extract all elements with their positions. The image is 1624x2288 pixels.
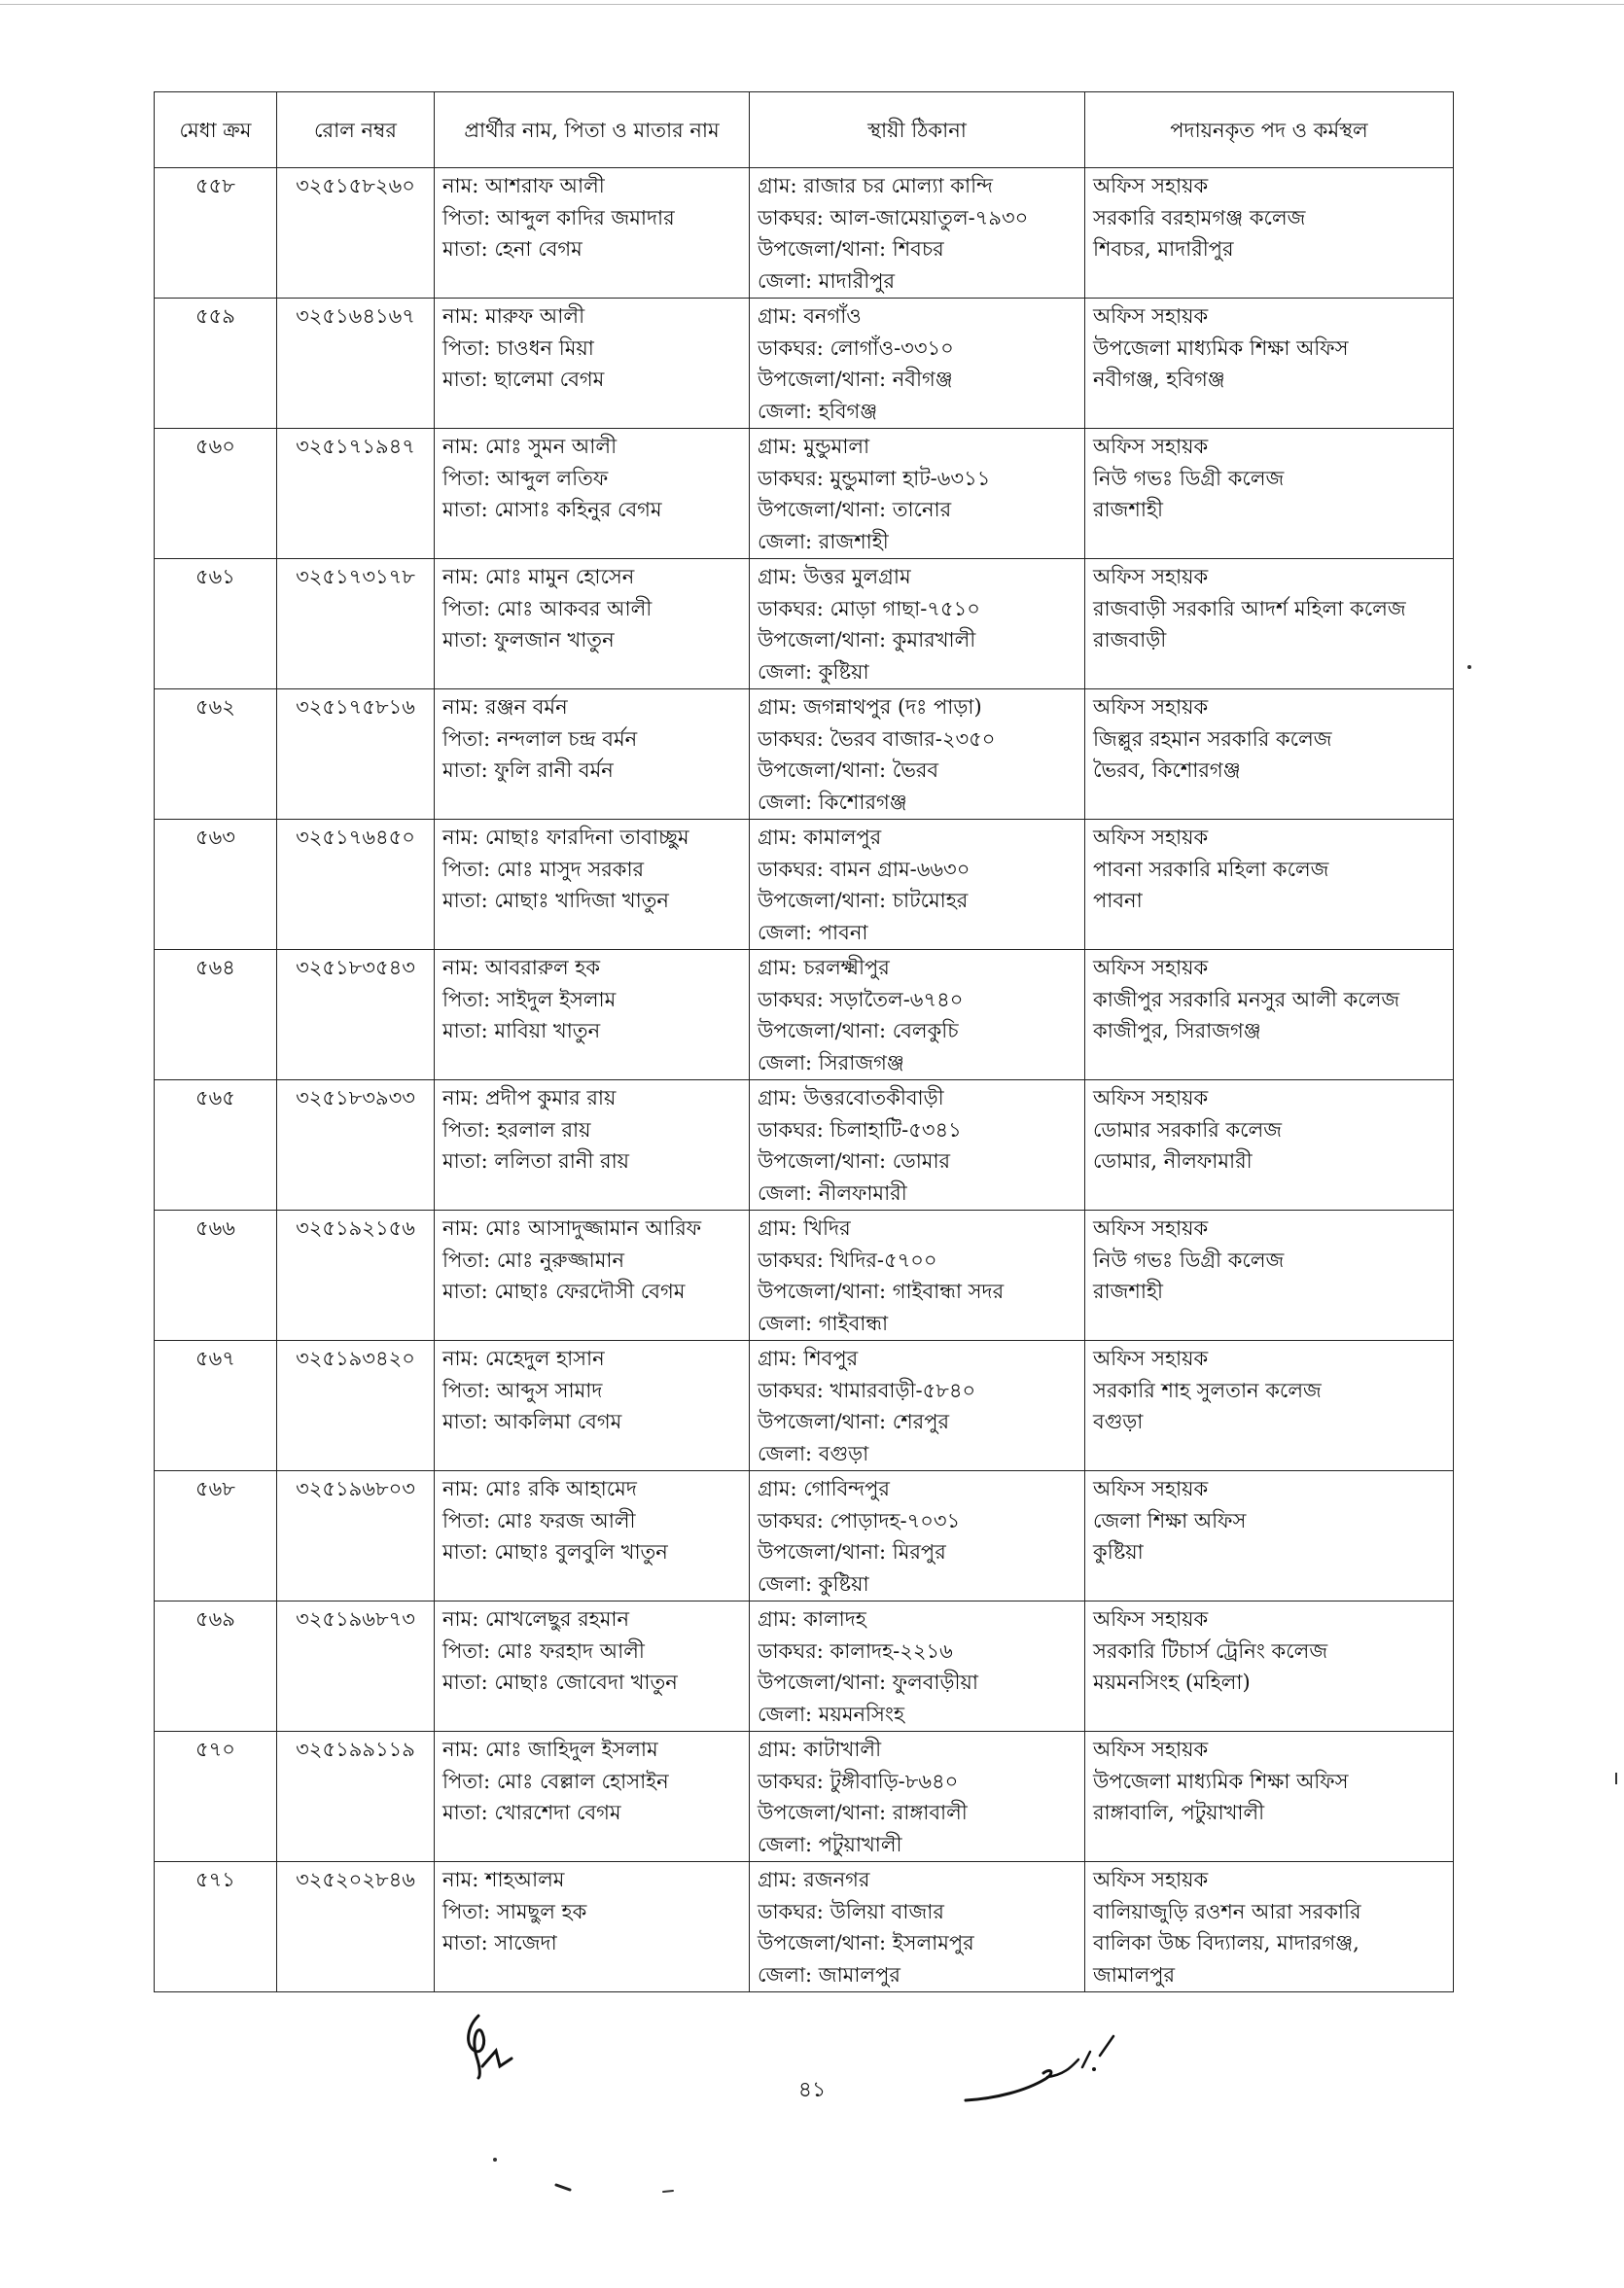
cell-merit [155,299,277,429]
posting-line: কাজীপুর, সিরাজগঞ্জ [1093,1019,1261,1042]
posting-line: অফিস সহায়ক [1093,304,1209,328]
ink-mark-icon [661,2188,677,2196]
name-line: পিতা: মোঃ আকবর আলী [442,596,653,620]
roll-value: ৩২৫১৭১৯৪৭ [296,435,415,458]
merit-value: ৫৭০ [195,1738,235,1761]
posting-line: রাজবাড়ী সরকারি আদর্শ মহিলা কলেজ [1093,596,1406,620]
name-line: পিতা: আব্দুস সামাদ [442,1378,603,1402]
name-line: মাতা: মোছাঃ ফেরদৌসী বেগম [442,1280,686,1303]
cell-name [435,950,750,1080]
address-line: উপজেলা/থানা: তানোর [758,498,952,521]
merit-value: ৫৬০ [195,435,235,458]
table-row [155,689,1454,820]
cell-address [750,168,1085,299]
address-line: জেলা: সিরাজগঞ্জ [758,1050,904,1074]
cell-merit [155,950,277,1080]
posting-line: পাবনা [1093,889,1143,912]
cell-address [750,950,1085,1080]
header-roll-label: রোল নম্বর [314,118,397,142]
cell-roll [277,299,435,429]
name-line: নাম: মোঃ রকি আহামেদ [442,1477,637,1500]
name-line: নাম: আশরাফ আলী [442,174,605,197]
address-line: জেলা: কুষ্টিয়া [758,1571,869,1596]
roll-value: ৩২৫১৯২১৫৬ [296,1216,415,1240]
cell-name [435,299,750,429]
address-line: উপজেলা/থানা: গাইবান্ধা সদর [758,1280,1005,1303]
merit-value: ৫৬১ [195,565,235,588]
address-line: জেলা: পাবনা [758,920,868,944]
name-line: নাম: প্রদীপ কুমার রায় [442,1086,617,1109]
name-line: পিতা: মোঃ ফরজ আলী [442,1508,636,1532]
address-line: গ্রাম: রাজার চর মোল্যা কান্দি [758,174,993,197]
table-row [155,559,1454,689]
name-line: পিতা: হরলাল রায় [442,1117,591,1142]
address-line: গ্রাম: উত্তরবোতকীবাড়ী [758,1086,944,1109]
cell-posting [1085,950,1454,1080]
cell-merit [155,689,277,820]
cell-name [435,1211,750,1341]
address-line: গ্রাম: কামালপুর [758,826,882,849]
cell-name [435,429,750,559]
cell-posting [1085,559,1454,689]
address-line: ডাকঘর: উলিয়া বাজার [758,1899,944,1923]
table-row [155,1211,1454,1341]
header-merit-label: মেধা ক্রম [179,118,252,142]
posting-line: ময়মনসিংহ (মহিলা) [1093,1671,1251,1694]
address-line: গ্রাম: রজনগর [758,1868,870,1891]
header-merit [155,92,277,168]
roll-value: ৩২৫২০২৮৪৬ [296,1868,415,1891]
roll-value: ৩২৫১৯৬৮৭৩ [296,1607,415,1631]
ink-dot-icon [492,2157,498,2163]
posting-line: সরকারি বরহামগঞ্জ কলেজ [1093,205,1306,229]
merit-value: ৫৬৭ [195,1347,235,1370]
name-line: নাম: মোখলেছুর রহমান [442,1607,630,1631]
signature-left-icon [457,2008,535,2081]
address-line: উপজেলা/থানা: ইসলামপুর [758,1931,974,1954]
posting-line: রাজবাড়ী [1093,628,1167,651]
merit-value: ৫৬৪ [195,956,235,979]
posting-line: ডোমার সরকারি কলেজ [1093,1117,1283,1142]
posting-line: সরকারি শাহ সুলতান কলেজ [1093,1378,1322,1402]
name-line: মাতা: ললিতা রানী রায় [442,1149,630,1173]
cell-roll [277,1602,435,1732]
cell-address [750,559,1085,689]
address-line: গ্রাম: কাটাখালী [758,1738,882,1761]
cell-posting [1085,429,1454,559]
address-line: ডাকঘর: সড়াতৈল-৬৭৪০ [758,987,964,1011]
posting-line: অফিস সহায়ক [1093,1477,1209,1500]
cell-roll [277,1080,435,1211]
cell-roll [277,1732,435,1862]
address-line: গ্রাম: কালাদহ [758,1607,866,1631]
cell-posting [1085,299,1454,429]
posting-line: নবীগঞ্জ, হবিগঞ্জ [1093,368,1225,391]
posting-line: অফিস সহায়ক [1093,435,1209,458]
merit-value: ৫৬৬ [195,1216,235,1240]
roll-value: ৩২৫১৮৩৯৩৩ [296,1086,415,1109]
ink-mark-icon [1612,1772,1620,1785]
cell-merit [155,1862,277,1992]
name-line: পিতা: মোঃ নুরুজ্জামান [442,1248,625,1272]
address-line: উপজেলা/থানা: বেলকুচি [758,1019,959,1042]
table-row [155,1732,1454,1862]
name-line: পিতা: মোঃ বেল্লাল হোসাইন [442,1769,669,1793]
address-line: ডাকঘর: মোড়া গাছা-৭৫১০ [758,596,980,620]
name-line: মাতা: খোরশেদা বেগম [442,1801,621,1824]
address-line: গ্রাম: বনগাঁও [758,304,862,328]
cell-name [435,1341,750,1471]
posting-line: সরকারি টিচার্স ট্রেনিং কলেজ [1093,1638,1328,1663]
address-line: উপজেলা/থানা: চাটমোহর [758,889,969,912]
cell-address [750,689,1085,820]
address-line: জেলা: মাদারীপুর [758,268,896,293]
name-line: নাম: আবরারুল হক [442,956,601,979]
name-line: নাম: মোঃ জাহিদুল ইসলাম [442,1738,658,1761]
name-line: মাতা: ফুলজান খাতুন [442,628,615,651]
address-line: গ্রাম: উত্তর মুলগ্রাম [758,565,911,588]
name-line: মাতা: মোছাঃ বুলবুলি খাতুন [442,1540,668,1564]
cell-merit [155,559,277,689]
cell-posting [1085,1341,1454,1471]
cell-merit [155,1732,277,1862]
table-body [155,168,1454,1992]
table-row [155,1602,1454,1732]
address-line: জেলা: পটুয়াখালী [758,1832,902,1856]
address-line: ডাকঘর: বামন গ্রাম-৬৬৩০ [758,857,971,881]
cell-merit [155,168,277,299]
posting-line: বালিয়াজুড়ি রওশন আরা সরকারি [1093,1899,1361,1923]
cell-merit [155,1471,277,1602]
address-line: জেলা: ময়মনসিংহ [758,1702,904,1726]
posting-line: কুষ্টিয়া [1093,1540,1144,1564]
name-line: মাতা: মাবিয়া খাতুন [442,1019,601,1042]
cell-roll [277,168,435,299]
ink-dot-icon [1466,664,1472,670]
cell-address [750,1080,1085,1211]
address-line: গ্রাম: খিদির [758,1216,851,1240]
cell-name [435,559,750,689]
cell-merit [155,1341,277,1471]
cell-name [435,1732,750,1862]
posting-line: অফিস সহায়ক [1093,1347,1209,1370]
address-line: ডাকঘর: পোড়াদহ-৭০৩১ [758,1508,961,1532]
name-line: পিতা: চাওধন মিয়া [442,335,594,360]
posting-line: বালিকা উচ্চ বিদ্যালয়, মাদারগঞ্জ, [1093,1931,1359,1954]
address-line: ডাকঘর: আল-জামেয়াতুল-৭৯৩০ [758,205,1029,229]
address-line: উপজেলা/থানা: শেরপুর [758,1410,950,1433]
cell-address [750,1602,1085,1732]
cell-address [750,299,1085,429]
cell-name [435,1080,750,1211]
address-line: গ্রাম: মুন্ডুমালা [758,435,870,458]
table-row [155,168,1454,299]
name-line: মাতা: হেনা বেগম [442,237,583,261]
posting-line: নিউ গভঃ ডিগ্রী কলেজ [1093,1248,1285,1272]
address-line: জেলা: কিশোরগঞ্জ [758,790,907,814]
name-line: মাতা: আকলিমা বেগম [442,1410,622,1433]
address-line: ডাকঘর: কালাদহ-২২১৬ [758,1638,953,1663]
posting-line: উপজেলা মাধ্যমিক শিক্ষা অফিস [1093,1769,1349,1793]
posting-line: অফিস সহায়ক [1093,1216,1209,1240]
address-line: উপজেলা/থানা: মিরপুর [758,1540,946,1564]
posting-line: অফিস সহায়ক [1093,174,1209,197]
roll-value: ৩২৫১৫৮২৬০ [296,174,415,197]
cell-posting [1085,1080,1454,1211]
cell-address [750,1862,1085,1992]
header-name [435,92,750,168]
table-row [155,1471,1454,1602]
address-line: ডাকঘর: মুন্ডুমালা হাট-৬৩১১ [758,466,991,490]
cell-address [750,1471,1085,1602]
address-line: উপজেলা/থানা: ভৈরব [758,758,939,782]
roll-value: ৩২৫১৯৬৮০৩ [296,1477,415,1500]
cell-address [750,429,1085,559]
posting-line: অফিস সহায়ক [1093,1607,1209,1631]
address-line: উপজেলা/থানা: ডোমার [758,1149,951,1173]
merit-value: ৫৬৩ [195,826,235,849]
name-line: পিতা: সামছুল হক [442,1899,587,1923]
header-posting [1085,92,1454,168]
name-line: পিতা: মোঃ মাসুদ সরকার [442,857,645,881]
merit-value: ৫৫৯ [195,304,235,328]
cell-name [435,1471,750,1602]
header-name-label: প্রার্থীর নাম, পিতা ও মাতার নাম [464,118,720,142]
posting-line: অফিস সহায়ক [1093,1868,1209,1891]
roll-value: ৩২৫১৬৪১৬৭ [296,304,415,328]
table-row [155,820,1454,950]
address-line: গ্রাম: জগন্নাথপুর (দঃ পাড়া) [758,695,982,719]
cell-roll [277,1341,435,1471]
cell-name [435,820,750,950]
posting-line: পাবনা সরকারি মহিলা কলেজ [1093,857,1329,881]
roll-value: ৩২৫১৭৬৪৫০ [296,826,415,849]
name-line: নাম: রঞ্জন বর্মন [442,695,568,719]
table-row [155,1341,1454,1471]
roll-value: ৩২৫১৯৯১১৯ [296,1738,415,1761]
cell-roll [277,1862,435,1992]
cell-name [435,168,750,299]
address-line: ডাকঘর: চিলাহাটি-৫৩৪১ [758,1117,962,1142]
name-line: নাম: মোঃ আসাদুজ্জামান আরিফ [442,1216,702,1240]
cell-roll [277,429,435,559]
cell-roll [277,950,435,1080]
header-address [750,92,1085,168]
posting-line: জামালপুর [1093,1962,1176,1987]
page-number: ৪১ [797,2078,827,2102]
roll-value: ৩২৫১৭৫৮১৬ [296,695,415,719]
table-row [155,429,1454,559]
cell-address [750,820,1085,950]
cell-merit [155,1211,277,1341]
address-line: ডাকঘর: ভৈরব বাজার-২৩৫০ [758,726,996,751]
roll-value: ৩২৫১৭৩১৭৮ [296,565,415,588]
cell-roll [277,1211,435,1341]
name-line: মাতা: মোছাঃ খাদিজা খাতুন [442,889,669,912]
header-posting-label: পদায়নকৃত পদ ও কর্মস্থল [1170,118,1368,142]
address-line: ডাকঘর: খিদির-৫৭০০ [758,1248,937,1272]
posting-line: অফিস সহায়ক [1093,565,1209,588]
posting-line: অফিস সহায়ক [1093,1086,1209,1109]
roll-value: ৩২৫১৯৩৪২০ [296,1347,415,1370]
name-line: পিতা: আব্দুল কাদির জমাদার [442,205,675,229]
cell-roll [277,1471,435,1602]
name-line: পিতা: মোঃ ফরহাদ আলী [442,1638,645,1663]
name-line: মাতা: মোসাঃ কহিনুর বেগম [442,498,662,521]
address-line: জেলা: গাইবান্ধা [758,1311,889,1335]
name-line: পিতা: আব্দুল লতিফ [442,466,609,490]
ink-mark-icon [554,2183,574,2193]
table-header-row [155,92,1454,168]
address-line: ডাকঘর: টুঙ্গীবাড়ি-৮৬৪০ [758,1769,959,1793]
table-row [155,299,1454,429]
posting-line: অফিস সহায়ক [1093,826,1209,849]
merit-value: ৫৬৯ [195,1607,235,1631]
cell-roll [277,689,435,820]
address-line: উপজেলা/থানা: কুমারখালী [758,628,976,651]
name-line: মাতা: সাজেদা [442,1931,557,1954]
merit-value: ৫৭১ [195,1868,235,1891]
cell-posting [1085,1732,1454,1862]
results-table [154,91,1454,1992]
cell-name [435,1862,750,1992]
address-line: গ্রাম: চরলক্ষ্মীপুর [758,956,890,979]
merit-value: ৫৬২ [195,695,235,719]
posting-line: ভৈরব, কিশোরগঞ্জ [1093,758,1241,782]
name-line: মাতা: মোছাঃ জোবেদা খাতুন [442,1671,678,1694]
cell-posting [1085,689,1454,820]
name-line: পিতা: সাইদুল ইসলাম [442,987,617,1011]
posting-line: উপজেলা মাধ্যমিক শিক্ষা অফিস [1093,335,1349,360]
page-top-edge-line [0,4,1624,5]
cell-posting [1085,1471,1454,1602]
cell-address [750,1211,1085,1341]
merit-value: ৫৫৮ [195,174,235,197]
header-roll [277,92,435,168]
header-address-label: স্থায়ী ঠিকানা [867,118,967,142]
merit-value: ৫৬৮ [195,1477,235,1500]
cell-roll [277,820,435,950]
address-line: জেলা: হবিগঞ্জ [758,399,878,423]
name-line: নাম: মোঃ সুমন আলী [442,435,618,458]
address-line: উপজেলা/থানা: শিবচর [758,237,944,261]
address-line: জেলা: জামালপুর [758,1962,900,1987]
cell-merit [155,1602,277,1732]
posting-line: রাঙ্গাবালি, পটুয়াখালী [1093,1801,1265,1824]
posting-line: কাজীপুর সরকারি মনসুর আলী কলেজ [1093,987,1400,1011]
address-line: ডাকঘর: লোগাঁও-৩৩১০ [758,335,954,360]
table-row [155,950,1454,1080]
address-line: উপজেলা/থানা: রাঙ্গাবালী [758,1801,968,1824]
address-line: জেলা: রাজশাহী [758,529,889,553]
posting-line: অফিস সহায়ক [1093,1738,1209,1761]
cell-merit [155,1080,277,1211]
name-line: পিতা: নন্দলাল চন্দ্র বর্মন [442,726,638,751]
cell-address [750,1341,1085,1471]
name-line: নাম: মোছাঃ ফারদিনা তাবাচ্ছুম [442,826,689,849]
address-line: গ্রাম: শিবপুর [758,1347,859,1370]
cell-name [435,1602,750,1732]
address-line: জেলা: নীলফামারী [758,1180,907,1205]
posting-line: নিউ গভঃ ডিগ্রী কলেজ [1093,466,1285,490]
cell-posting [1085,820,1454,950]
merit-value: ৫৬৫ [195,1086,235,1109]
name-line: নাম: মারুফ আলী [442,304,585,328]
posting-line: অফিস সহায়ক [1093,956,1209,979]
address-line: উপজেলা/থানা: ফুলবাড়ীয়া [758,1671,978,1694]
table-row [155,1862,1454,1992]
address-line: ডাকঘর: খামারবাড়ী-৫৮৪০ [758,1378,976,1402]
cell-roll [277,559,435,689]
posting-line: অফিস সহায়ক [1093,695,1209,719]
address-line: জেলা: কুষ্টিয়া [758,659,869,684]
posting-line: জেলা শিক্ষা অফিস [1093,1508,1247,1532]
posting-line: জিল্লুর রহমান সরকারি কলেজ [1093,726,1332,751]
posting-line: শিবচর, মাদারীপুর [1093,237,1234,261]
cell-merit [155,429,277,559]
name-line: মাতা: ফুলি রানী বর্মন [442,758,614,782]
cell-posting [1085,1862,1454,1992]
cell-posting [1085,168,1454,299]
posting-line: রাজশাহী [1093,498,1163,521]
address-line: গ্রাম: গোবিন্দপুর [758,1477,890,1500]
cell-name [435,689,750,820]
name-line: নাম: মেহেদুল হাসান [442,1347,605,1370]
posting-line: বগুড়া [1093,1410,1144,1433]
posting-line: রাজশাহী [1093,1280,1163,1303]
cell-merit [155,820,277,950]
posting-line: ডোমার, নীলফামারী [1093,1149,1253,1173]
cell-posting [1085,1211,1454,1341]
cell-posting [1085,1602,1454,1732]
name-line: নাম: শাহআলম [442,1868,565,1891]
roll-value: ৩২৫১৮৩৫৪৩ [296,956,415,979]
cell-address [750,1732,1085,1862]
name-line: মাতা: ছালেমা বেগম [442,368,605,391]
address-line: উপজেলা/থানা: নবীগঞ্জ [758,368,953,391]
name-line: নাম: মোঃ মামুন হোসেন [442,565,635,588]
address-line: জেলা: বগুড়া [758,1441,869,1465]
table-row [155,1080,1454,1211]
